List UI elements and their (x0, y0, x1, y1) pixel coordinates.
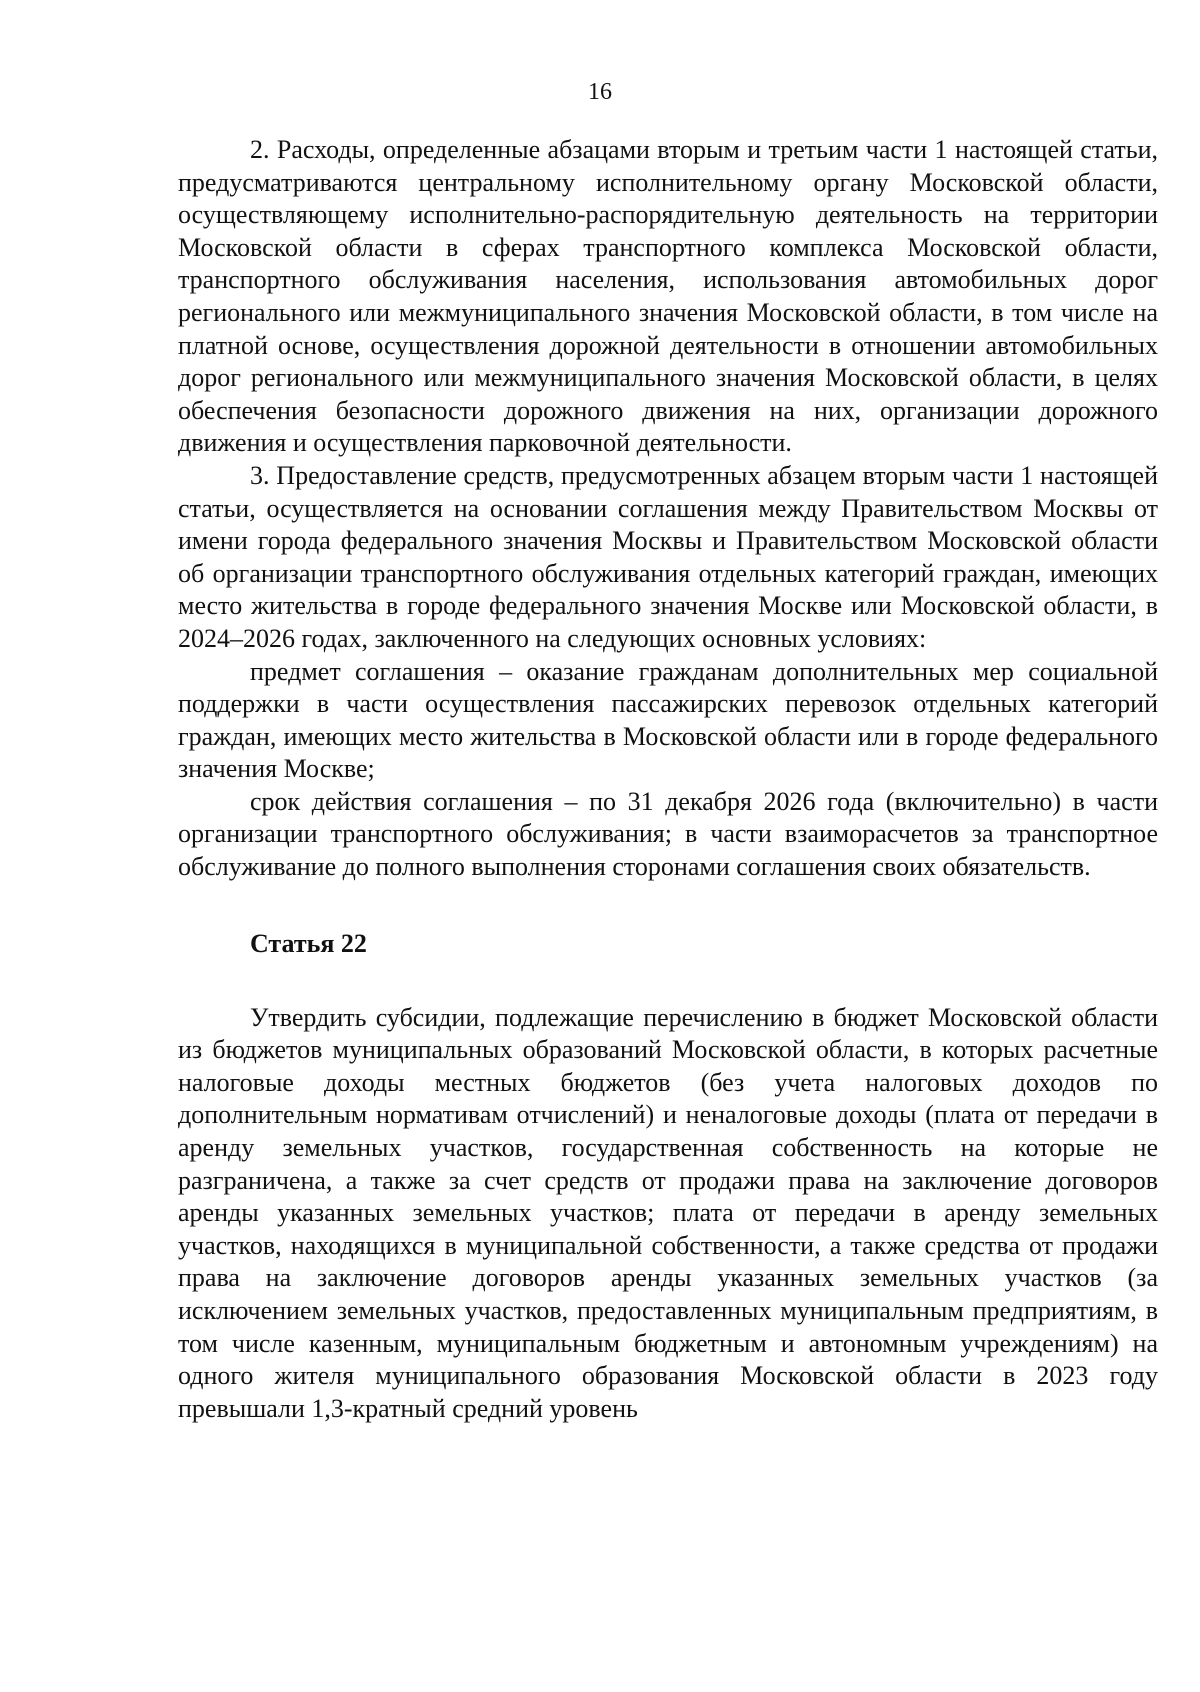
paragraph-part-2: 2. Расходы, определенные абзацами вторым и третьим части 1 настоящей статьи, предусматриваются центральному исполнительному органу Московской области, осуществляющему исполнительно-распорядительную деятельность на территории Московской области в сферах транспортного комплекса Московской области, транспортного обслуживания населения, использования автомобильных дорог регионального или межмуниципального значения Московской области, в том числе на платной основе, осуществления дорожной деятельности в отношении автомобильных дорог регионального или межмуниципального значения Московской области, в целях обеспечения безопасности дорожного движения на них, организации дорожного движения и осуществления парковочной деятельности. (178, 135, 1158, 458)
document-body (178, 134, 1158, 1425)
paragraph-part-3: 3. Предоставление средств, предусмотренных абзацем вторым части 1 настоящей статьи, осуществляется на основании соглашения между Правительством Москвы от имени города федерального значения Москвы и Правительством Московской области об организации транспортного обслуживания отдельных категорий граждан, имеющих место жительства в городе федерального значения Москве или Московской области, в 2024–2026 годах, заключенного на следующих основных условиях: (178, 460, 1158, 653)
page-number: 16 (588, 79, 612, 105)
paragraph-article-22-text: Утвердить субсидии, подлежащие перечислению в бюджет Московской области из бюджетов муниципальных образований Московской области, в которых расчетные налоговые доходы местных бюджетов (без учета налоговых доходов по дополнительным нормативам отчислений) и неналоговые доходы (плата от передачи в аренду земельных участков, государственная собственность на которые не разграничена, а также за счет средств от продажи права на заключение договоров аренды указанных земельных участков; плата от передачи в аренду земельных участков, находящихся в муниципальной собственности, а также средства от продажи права на заключение договоров аренды указанных земельных участков (за исключением земельных участков, предоставленных муниципальным предприятиям, в том числе казенным, муниципальным бюджетным и автономным учреждениям) на одного жителя муниципального образования Московской области в 2023 году превышали 1,3-кратный средний уровень (178, 1002, 1158, 1423)
paragraph-agreement-subject: предмет соглашения – оказание гражданам дополнительных мер социальной поддержки в части осуществления пассажирских перевозок отдельных категорий граждан, имеющих место жительства в Московской области или в городе федерального значения Москве; (178, 656, 1158, 784)
paragraph-agreement-term: срок действия соглашения – по 31 декабря 2026 года (включительно) в части организации транспортного обслуживания; в части взаиморасчетов за транспортное обслуживание до полного выполнения сторонами соглашения своих обязательств. (178, 786, 1158, 882)
article-22-heading: Статья 22 (250, 928, 367, 958)
